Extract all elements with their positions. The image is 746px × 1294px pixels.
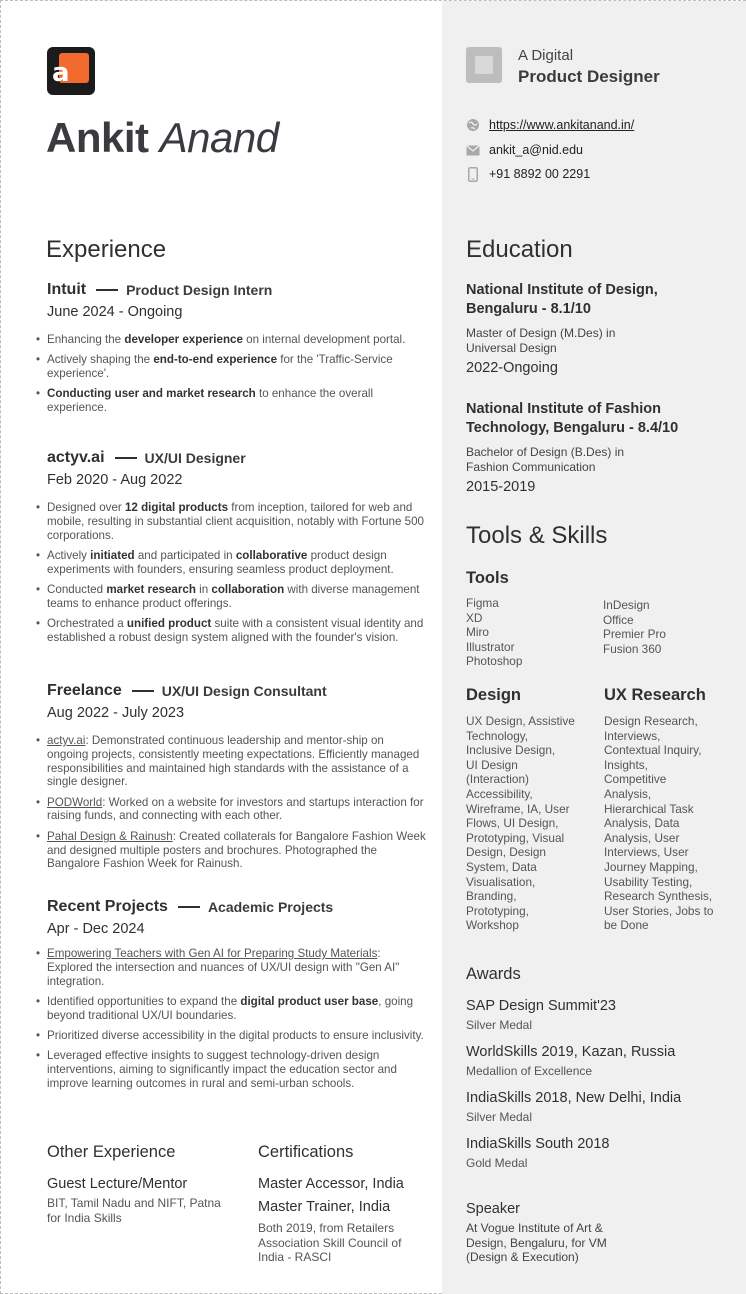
job-dates: Aug 2022 - July 2023	[47, 705, 185, 721]
projects-dates: Apr - Dec 2024	[47, 921, 145, 937]
contact-phone	[466, 167, 590, 181]
skills-heading: Tools & Skills	[466, 522, 608, 549]
award-title: SAP Design Summit'23	[466, 998, 616, 1014]
list-item: • Conducted market research in collaboration with diverse management teams to enhance product offerings.	[47, 583, 427, 611]
list-item: • Enhancing the developer experience on internal development portal.	[47, 333, 427, 347]
speaker-desc: At Vogue Institute of Art & Design, Bengaluru, for VM (Design & Execution)	[466, 1221, 607, 1264]
job-role: UX/UI Designer	[144, 450, 246, 466]
job-freelance-header	[47, 682, 327, 700]
tools-list-left	[466, 596, 522, 669]
job-company: Intuit	[47, 281, 87, 298]
list-item: • Designed over 12 digital products from inception, tailored for web and mobile, resulting in substantial client acquisition, notably with Fortune 500 corporations.	[47, 501, 427, 542]
education-degree: Master of Design (M.Des) in Universal Design	[466, 326, 616, 355]
list-item: • Identified opportunities to expand the digital product user base, going beyond traditional UX/UI boundaries.	[47, 995, 427, 1023]
projects-subheading: Academic Projects	[207, 899, 334, 915]
list-item: • Prioritized diverse accessibility in the digital products to ensure inclusivity.	[47, 1029, 427, 1043]
job-intuit-header	[47, 281, 272, 299]
tool-item: Figma	[466, 596, 499, 610]
list-item: • Actively initiated and participated in collaborative product design experiments with founders, ensuring seamless product deployment.	[47, 549, 427, 577]
award-title: IndiaSkills South 2018	[466, 1136, 610, 1152]
education-years: 2015-2019	[466, 479, 536, 495]
portfolio-badge-icon	[466, 47, 502, 83]
list-item: • Empowering Teachers with Gen AI for Preparing Study Materials: Explored the intersection and nuances of UX/UI design with "Gen AI" integration.	[47, 947, 427, 988]
tool-item: Premier Pro	[603, 627, 666, 642]
list-item: • Actively shaping the end-to-end experience for the 'Traffic-Service experience'.	[47, 353, 427, 381]
awards-heading: Awards	[466, 965, 521, 983]
list-item: • PODWorld: Worked on a website for investors and startups interaction for raising funds, and connecting with each other.	[47, 796, 427, 824]
design-skills-heading: Design	[466, 686, 522, 704]
tool-item: Illustrator	[466, 639, 515, 654]
phone-icon	[466, 167, 480, 181]
separator-dash	[132, 690, 154, 692]
list-item: • Conducting user and market research to enhance the overall experience.	[47, 387, 427, 415]
education-institution: National Institute of Fashion Technology, Bengaluru - 8.4/10	[466, 401, 679, 436]
phone-text: +91 8892 00 2291	[489, 167, 591, 181]
email-text[interactable]: ankit_a@nid.edu	[489, 143, 584, 157]
certifications-desc: Both 2019, from Retailers Association Skill Council of India - RASCI	[258, 1221, 402, 1264]
tagline-top: A Digital	[518, 47, 574, 64]
certification-item: Master Accessor, India	[258, 1176, 404, 1192]
award-subtitle: Medallion of Excellence	[466, 1064, 593, 1078]
job-actyv-bullets	[47, 501, 427, 651]
separator-dash	[115, 457, 137, 459]
job-actyv-header	[47, 449, 246, 467]
candidate-name	[46, 113, 279, 163]
first-name: Ankit	[46, 114, 149, 161]
separator-dash	[96, 289, 118, 291]
separator-dash	[178, 906, 200, 908]
tool-item: Miro	[466, 625, 489, 640]
tool-item: Photoshop	[466, 654, 523, 669]
tool-item: InDesign	[603, 598, 650, 612]
job-freelance-bullets	[47, 734, 427, 878]
ux-research-heading: UX Research	[604, 686, 706, 704]
client-link[interactable]: actyv.ai	[47, 734, 86, 747]
last-name: Anand	[159, 114, 279, 161]
list-item: • Leveraged effective insights to suggest technology-driven design interventions, aiming to significantly impact the education sector and improve learning outcomes in rural and semi-urban schools.	[47, 1049, 427, 1090]
job-dates: Feb 2020 - Aug 2022	[47, 472, 183, 488]
award-subtitle: Gold Medal	[466, 1156, 528, 1170]
contact-email	[466, 143, 583, 157]
other-experience-title: Guest Lecture/Mentor	[47, 1176, 188, 1192]
list-item: • Orchestrated a unified product suite with a consistent visual identity and established a robust design system aligned with the founder's vision.	[47, 617, 427, 645]
projects-heading: Recent Projects	[47, 898, 168, 915]
tool-item: Fusion 360	[603, 641, 662, 656]
globe-icon	[466, 118, 480, 132]
tool-item: Office	[603, 612, 634, 627]
projects-bullets	[47, 947, 427, 1097]
education-degree: Bachelor of Design (B.Des) in Fashion Communication	[466, 445, 625, 474]
job-dates: June 2024 - Ongoing	[47, 304, 183, 320]
other-experience-desc: BIT, Tamil Nadu and NIFT, Patna for India Skills	[47, 1196, 221, 1225]
job-company: Freelance	[47, 682, 122, 699]
education-years: 2022-Ongoing	[466, 360, 558, 376]
certifications-heading: Certifications	[258, 1143, 354, 1161]
tools-heading: Tools	[466, 569, 509, 587]
mail-icon	[466, 143, 480, 157]
project-link[interactable]: Empowering Teachers with Gen AI for Preparing Study Materials	[47, 947, 378, 960]
experience-heading: Experience	[46, 236, 167, 263]
speaker-heading: Speaker	[466, 1201, 521, 1217]
website-link[interactable]: https://www.ankitanand.in/	[489, 118, 635, 132]
list-item: • actyv.ai: Demonstrated continuous leadership and mentor-ship on ongoing projects, consistently meeting expectations. Efficiently managed responsibilities and maintained high standards with the assistance of a single designer.	[47, 734, 427, 789]
list-item: • Pahal Design & Rainush: Created collaterals for Bangalore Fashion Week and designed multiple posters and brochures. Photographed the Bangalore Fashion Week for Rainush.	[47, 830, 427, 871]
logo-icon: a	[47, 47, 95, 95]
education-institution: National Institute of Design, Bengaluru - 8.1/10	[466, 282, 658, 317]
tagline-bottom: Product Designer	[518, 67, 660, 86]
client-link[interactable]: PODWorld	[47, 795, 103, 809]
contact-website	[466, 118, 634, 132]
award-title: IndiaSkills 2018, New Delhi, India	[466, 1090, 682, 1106]
job-company: actyv.ai	[47, 449, 105, 466]
award-subtitle: Silver Medal	[466, 1110, 533, 1124]
projects-header	[47, 898, 333, 916]
tool-item: XD	[466, 610, 483, 625]
client-link[interactable]: Pahal Design & Rainush	[47, 829, 173, 843]
design-skills-list: UX Design, Assistive Technology, Inclusive Design, UI Design (Interaction) Accessibility, Wireframe, IA, User Flows, UI Design, Prototyping, Visual Design, Design System, Data Visualisation, Branding, Prototyping, Workshop	[466, 714, 575, 933]
certification-item: Master Trainer, India	[258, 1199, 391, 1215]
education-heading: Education	[466, 236, 573, 263]
ux-research-list: Design Research, Interviews, Contextual Inquiry, Insights, Competitive Analysis, Hierarchical Task Analysis, Data Analysis, User Interviews, User Journey Mapping, Usability Testing, Research Synthesis, User Stories, Jobs to be Done	[604, 714, 714, 933]
award-subtitle: Silver Medal	[466, 1018, 533, 1032]
job-intuit-bullets	[47, 333, 427, 421]
job-role: UX/UI Design Consultant	[161, 683, 327, 699]
award-title: WorldSkills 2019, Kazan, Russia	[466, 1044, 676, 1060]
job-role: Product Design Intern	[126, 282, 273, 298]
other-experience-heading: Other Experience	[47, 1143, 176, 1161]
tools-list-right	[603, 598, 666, 656]
